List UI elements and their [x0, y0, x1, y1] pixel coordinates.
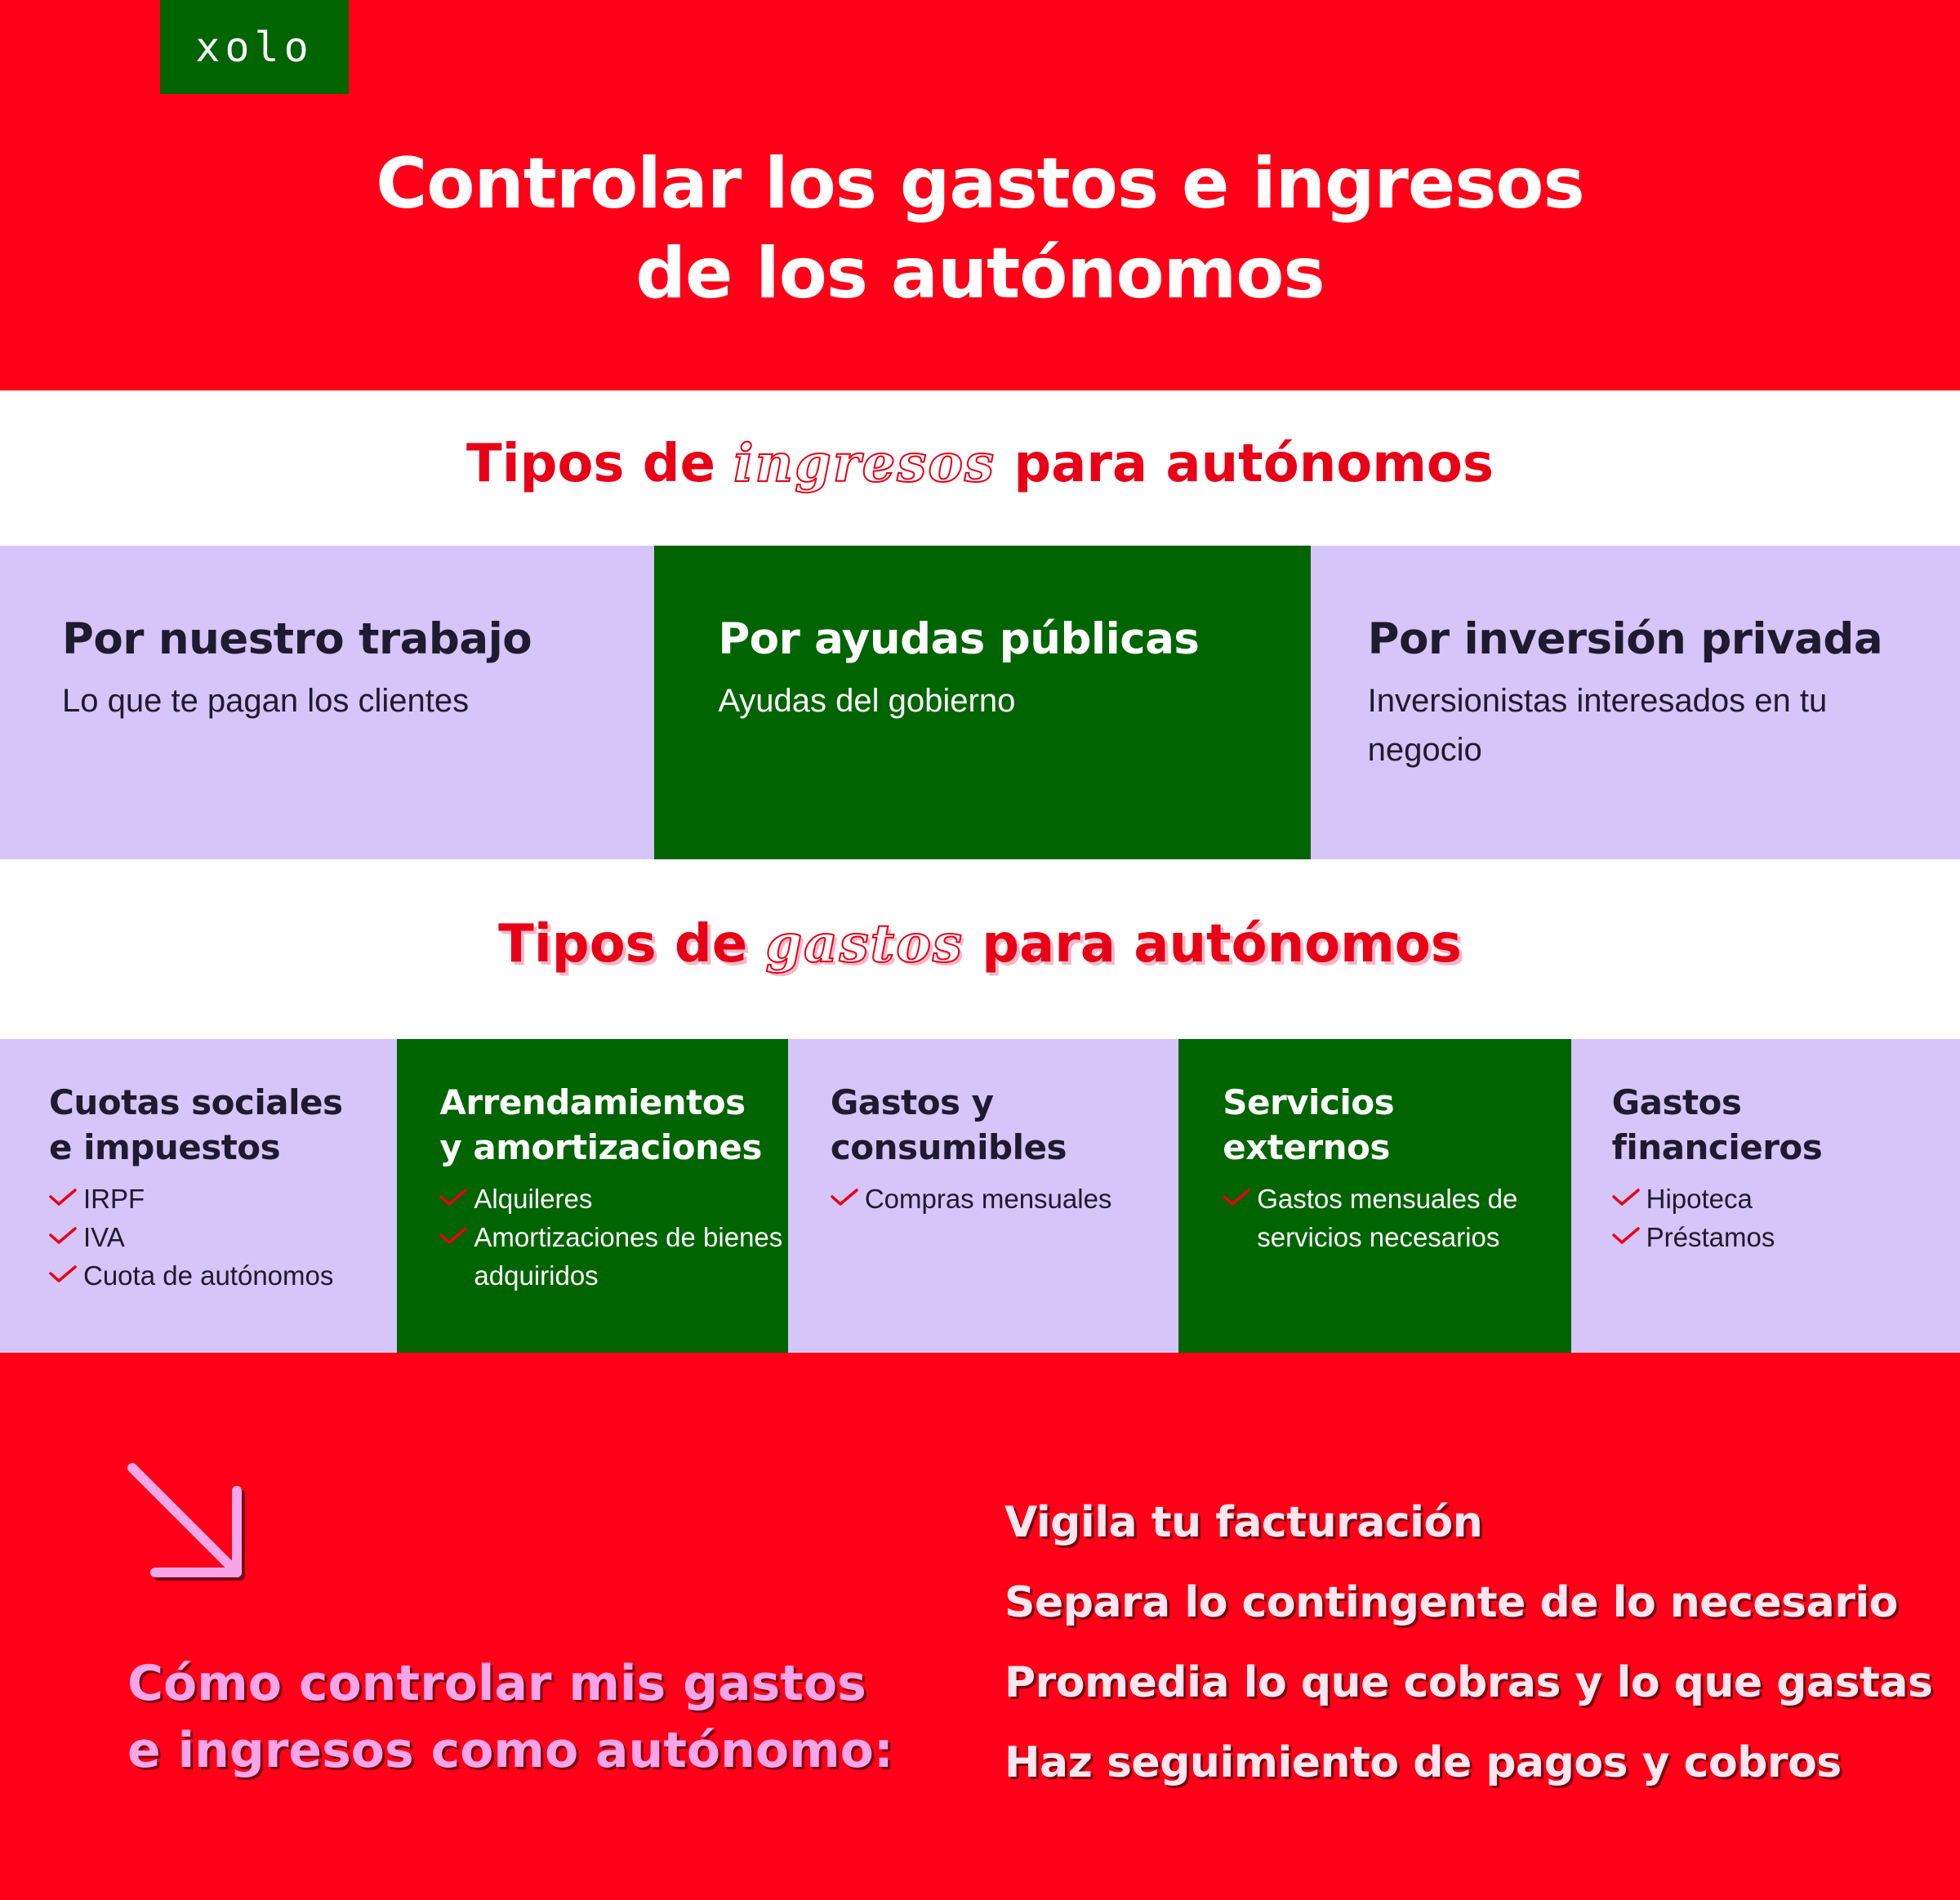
gasto-card-title-line1: Gastos — [1611, 1082, 1742, 1122]
gasto-card-list — [1223, 1180, 1570, 1256]
gasto-item-label: Alquileres — [474, 1184, 593, 1214]
ingreso-card-ayudas — [654, 546, 1310, 859]
gasto-card-title-line2: e impuestos — [49, 1127, 281, 1167]
xolo-logo[interactable]: xolo — [160, 0, 349, 94]
ingresos-heading — [0, 433, 1960, 494]
gasto-item-label: Gastos mensuales de servicios necesarios — [1257, 1184, 1518, 1252]
ingreso-card-title: Por ayudas públicas — [718, 614, 1200, 664]
gasto-item-label: Hipoteca — [1646, 1184, 1753, 1214]
gasto-item — [439, 1180, 787, 1218]
gasto-item — [439, 1218, 787, 1295]
gasto-card-list — [831, 1180, 1178, 1218]
gasto-card-title — [831, 1080, 1178, 1170]
howto-title — [127, 1650, 893, 1784]
gastos-cards — [0, 1039, 1960, 1353]
gasto-item-label: Cuota de autónomos — [83, 1260, 334, 1291]
gasto-item — [49, 1180, 397, 1218]
page-title — [0, 139, 1960, 319]
ingresos-heading-prefix: Tipos de — [466, 434, 715, 494]
ingresos-heading-suffix: para autónomos — [1013, 434, 1494, 494]
gasto-card-title-line2: consumibles — [830, 1127, 1067, 1167]
gasto-item-label: Compras mensuales — [864, 1184, 1112, 1214]
gasto-card-title-line1: Arrendamientos — [439, 1082, 746, 1122]
gasto-card-list — [1612, 1180, 1960, 1256]
gastos-heading — [0, 913, 1960, 975]
gasto-item — [1223, 1180, 1570, 1256]
gasto-item — [49, 1256, 397, 1295]
check-icon — [439, 1189, 467, 1206]
page-title-line2: de los autónomos — [635, 233, 1325, 314]
tip-item: Vigila tu facturación — [1004, 1498, 1483, 1547]
check-icon — [1223, 1189, 1250, 1206]
gasto-card-list — [439, 1180, 787, 1295]
gastos-heading-suffix: para autónomos — [982, 914, 1462, 975]
tip-item: Promedia lo que cobras y lo que gastas — [1004, 1658, 1933, 1707]
ingreso-card-trabajo — [0, 546, 654, 859]
howto-tips — [1004, 1483, 1932, 1803]
gasto-card-title — [1223, 1080, 1570, 1170]
ingreso-card-title: Por inversión privada — [1367, 614, 1883, 664]
check-icon — [49, 1227, 77, 1245]
gasto-card-consumibles — [788, 1039, 1178, 1353]
gasto-card-list — [49, 1180, 397, 1295]
gasto-item-label: IVA — [83, 1222, 125, 1252]
gasto-item — [1612, 1218, 1960, 1256]
gasto-card-title-line2: financieros — [1611, 1127, 1823, 1167]
check-icon — [1612, 1227, 1640, 1245]
gasto-card-servicios — [1178, 1039, 1570, 1353]
gasto-card-arrendamientos — [397, 1039, 787, 1353]
howto-title-line2: e ingresos como autónomo: — [127, 1722, 893, 1779]
gasto-card-cuotas — [0, 1039, 397, 1353]
gasto-card-title — [49, 1080, 397, 1170]
howto-title-line1: Cómo controlar mis gastos — [127, 1655, 866, 1712]
ingreso-card-subtitle: Ayudas del gobierno — [718, 683, 1016, 719]
ingresos-cards — [0, 546, 1960, 859]
gasto-card-title-line1: Servicios — [1223, 1082, 1395, 1122]
tip-item: Haz seguimiento de pagos y cobros — [1004, 1738, 1842, 1787]
check-icon — [49, 1189, 77, 1206]
ingreso-card-subtitle: Lo que te pagan los clientes — [62, 683, 470, 719]
arrow-down-right-icon — [122, 1458, 253, 1589]
gasto-card-title-line1: Gastos y — [830, 1082, 994, 1122]
gasto-item — [1612, 1180, 1960, 1218]
gasto-item-label: Préstamos — [1646, 1222, 1775, 1252]
gasto-card-title — [439, 1080, 787, 1170]
gasto-card-title-line2: y amortizaciones — [439, 1127, 762, 1167]
check-icon — [831, 1189, 858, 1206]
check-icon — [1612, 1189, 1640, 1206]
gasto-item-label: IRPF — [83, 1184, 145, 1214]
check-icon — [439, 1227, 467, 1245]
page-title-line1: Controlar los gastos e ingresos — [376, 143, 1584, 225]
gasto-card-title-line1: Cuotas sociales — [49, 1082, 343, 1122]
gasto-item-label: Amortizaciones de bienes adquiridos — [474, 1222, 783, 1291]
gasto-card-title-line2: externos — [1223, 1127, 1390, 1167]
gasto-card-financieros — [1571, 1039, 1960, 1353]
gastos-heading-prefix: Tipos de — [498, 914, 748, 975]
ingresos-heading-highlight: ingresos — [733, 433, 996, 494]
tip-item: Separa lo contingente de lo necesario — [1004, 1578, 1898, 1627]
ingreso-card-subtitle: Inversionistas interesados en tu negocio — [1367, 683, 1828, 768]
ingreso-card-title: Por nuestro trabajo — [62, 614, 532, 664]
check-icon — [49, 1265, 77, 1283]
gastos-heading-highlight: gastos — [765, 913, 964, 975]
ingreso-card-inversion — [1311, 546, 1960, 859]
gasto-card-title — [1612, 1080, 1960, 1170]
gasto-item — [831, 1180, 1178, 1218]
gasto-item — [49, 1218, 397, 1256]
